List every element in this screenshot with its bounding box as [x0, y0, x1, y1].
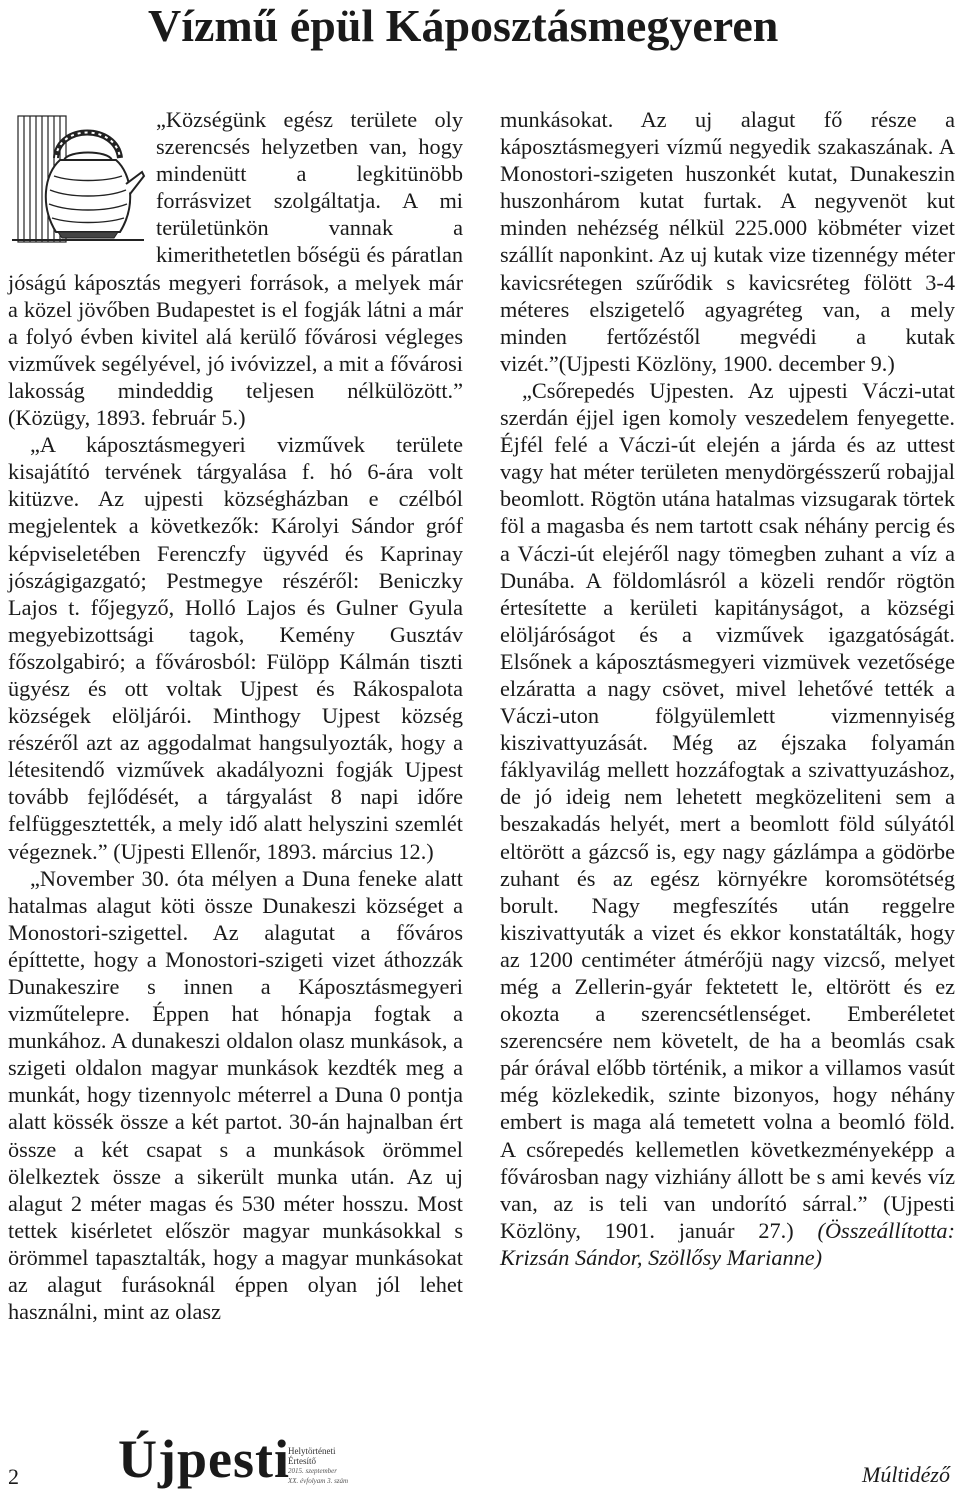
page-number: 2	[8, 1464, 19, 1489]
article-paragraph: munkásokat. Az uj alagut fő része a káposztásmegyeri vízmű negyedik szakaszának. A Monostori-szigeten huszonkét kutat, Dunakeszin huszonhárom kutat furtak. A negyvenöt kut minden nehézség nélkül 225.000 köbméter vizet szállít naponkint. Az uj kutak vize tizennégy méter kavicsrétegen szűrődik s kavicsréteg fölött 3-4 méteres elszigetelő agyagréteg van, a mely minden fertőzéstől megvédi a kutak vizét.”(Ujpesti Közlöny, 1900. december 9.)	[500, 107, 955, 376]
article-column-right	[500, 106, 955, 1271]
publication-issue: XX. évfolyam 3. szám	[288, 1477, 349, 1485]
article-paragraph: „A káposztásmegyeri vizművek területe kisajátító tervének tárgyalása f. hó 6-ára volt kitüzve. Az ujpesti községházban e czélból megjelentek a következők: Károlyi Sándor gróf képviseletében Ferenczfy ügyvéd és Kaprinay jószágigazgató; Pestmegye részéről: Beniczky Lajos t. főjegyző, Holló Lajos és Gulner Gyula megyebizottsági tagok, Kemény Gusztáv főszolgabiró; a fővárosból: Fülöpp Kálmán tiszti ügyész és ott voltak Ujpest és Rákospalota községek elöljárói. Minthogy Ujpest község részéről azt az aggodalmat hangsulyozták, hogy a létesitendő vizművek akadályozni fogják Ujpest tovább fejlődését, a tárgyalást 8 napi időre felfüggesztették, a mely idő alatt helyszini szemlét végeznek.” (Ujpesti Ellenőr, 1893. március 12.)	[8, 432, 463, 864]
publication-subtitle	[288, 1446, 348, 1486]
publication-issue: 2015. szeptember	[288, 1467, 337, 1475]
article-credit: (Összeállította: Krizsán Sándor, Szöllősy Marianne)	[500, 1217, 956, 1270]
article-paragraph: „Községünk egész területe oly szerencsés helyzetben van, hogy mindenütt a legkitünöbb forrásvizet szolgáltatja. A mi területünkön vannak a kimerithetetlen bőségü és páratlan jóságú káposztás megyeri források, a melyek már a közel jövőben Budapestet is el fogják látni a már a folyó évben kivitel alá kerülő fővárosi végleges vizművek segélyével, jó ivóvizzel, a mit a fővárosi lakosság mindeddig teljesen nélkülözött.” (Közügy, 1893. február 5.)	[8, 107, 463, 431]
article-paragraph: „November 30. óta mélyen a Duna feneke alatt hatalmas alagut köti össze Dunakeszi községet a Monostori-szigettel. Az alagutat a főváros építtette, hogy a Monostori-szigeti vizet áthozzák Dunakeszire s innen a Káposztásmegyeri vizműtelepre. Éppen hat hónapja fogtak a munkához. A dunakeszi oldalon olasz munkások, a szigeti oldalon magyar munkások kezdték meg a munkát, hogy tizennyolc méterrel a Duna 0 pontja alatt kössék össze a két partot. 30-án hajnalban ért össze a két csapat s a munkások örömmel ölelkeztek össze a sikerült munka után. Az uj alagut 2 méter magas és 530 méter hosszu. Most tettek kisérletet először magyar munkásokkal s örömmel tapasztalták, hogy a magyar munkásokat az alagut furásoknál éppen olyan jól lehet használni, mint az olasz	[8, 865, 463, 1325]
article-column-left	[8, 106, 463, 1325]
publication-subtitle-line: Helytörténeti	[288, 1446, 336, 1456]
page-title: Vízmű épül Káposztásmegyeren	[148, 0, 779, 51]
publication-subtitle-line: Értesítő	[288, 1456, 316, 1466]
article-paragraph	[500, 377, 955, 1271]
article-paragraph-text: „Csőrepedés Ujpesten. Az ujpesti Váczi-utat szerdán éjjel igen komoly veszedelem fenyegette. Éjfél felé a Váczi-út elején a járda és az uttest vagy hat méter területen menydörgésszerű robajjal beomlott. Rögtön utána hatalmas vizsugarak törtek föl a magasba és nem tartott csak néhány percig és a Váczi-út elejéről nagy tömegben zuhant a víz a Dunába. A földomlásról a közeli rendőr rögtön értesítette a kerületi kapitányságot, a községi elöljáróságot és a vizművek igazgatóságát. Elsőnek a káposztásmegyeri vizmüvek vezetősége elzáratta a nagy csövet, mivel lehetővé tették a Váczi-uton fölgyülemlett vizmennyiség kiszivattyuzását. Még az éjszaka folyamán fáklyavilág mellett hozzáfogtak a szivattyuzáshoz, de jó ideig nem lehetett megközeliteni sem a beszakadás helyét, mert a beomlott föld súlyától eltörött a gázcső is, egy nagy gázlámpa a gödörbe zuhant és az egész környékre koromsötétség borult. Nagy megfeszítés után reggelre kiszivattyuták a vizet és ekkor konstatálták, hogy az 1200 centiméter átmérőjü nagy vizcső, melyet még a Zellerin-gyár fektetett le, eltörött és ez okozta a szerencsétlenséget. Emberéletet szerencsére nem követelt, de ha a beomlás csak pár órával előbb történik, a mikor a villamos vasút még közlekedik, szinte bizonyos, hogy néhány embert is maga alá temetett volna a beomló föld. A csőrepedés kellemetlen következményeképp a fővárosban nagy vizhiány állott be s ami kevés víz van, az is teli van undorító sárral.” (Ujpesti Közlöny, 1901. január 27.)	[500, 377, 955, 1243]
water-jug-illustration-icon	[8, 110, 148, 246]
publication-logo: Újpesti	[118, 1429, 290, 1489]
section-name: Múltidéző	[862, 1462, 950, 1487]
